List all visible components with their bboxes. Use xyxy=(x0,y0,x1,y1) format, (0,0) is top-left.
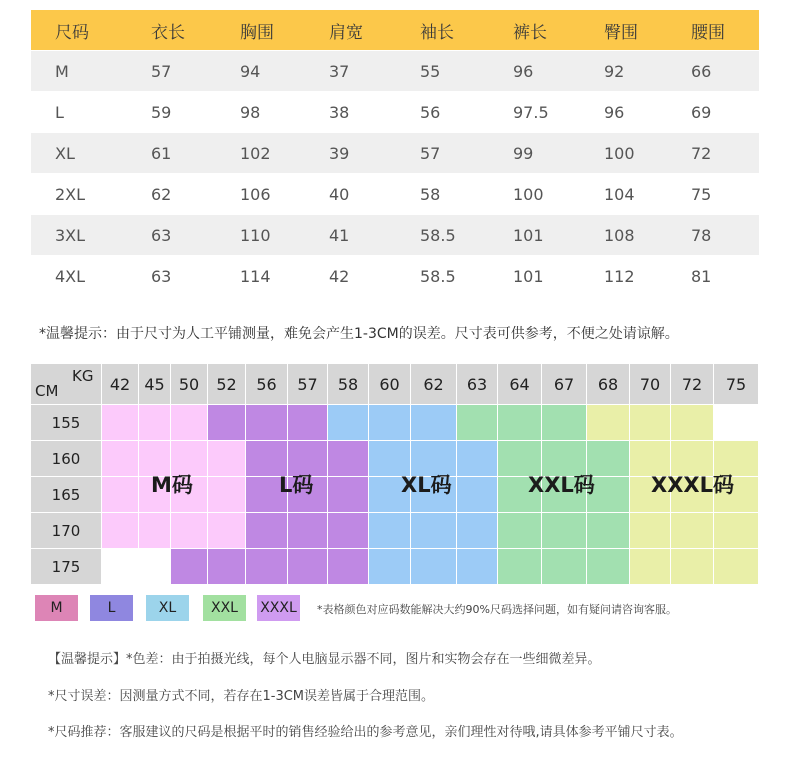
cm-header-cell: 165 xyxy=(31,476,101,512)
grid-cell xyxy=(670,548,713,584)
legend-item: XXXL xyxy=(257,595,300,621)
legend-item: M xyxy=(35,595,78,621)
grid-cell xyxy=(456,440,497,476)
kg-header-cell: 56 xyxy=(245,364,287,404)
grid-cell xyxy=(245,404,287,440)
size-cell: 101 xyxy=(513,266,544,286)
grid-cell xyxy=(456,476,497,512)
grid-cell xyxy=(207,548,245,584)
size-recommendation-grid xyxy=(31,364,758,586)
header-length: 衣长 xyxy=(151,22,185,43)
size-cell: 2XL xyxy=(55,184,86,204)
size-cell: 75 xyxy=(691,184,712,204)
grid-cell xyxy=(101,440,138,476)
legend-item: L xyxy=(90,595,133,621)
size-cell: 106 xyxy=(240,184,271,204)
grid-cell xyxy=(287,404,327,440)
size-cell: M xyxy=(55,61,69,81)
grid-cell xyxy=(541,404,586,440)
kg-header-cell: 64 xyxy=(497,364,541,404)
size-cell: 56 xyxy=(420,102,441,122)
size-cell: 57 xyxy=(420,143,441,163)
kg-header-cell: 75 xyxy=(713,364,758,404)
size-cell: L xyxy=(55,102,64,122)
grid-cell xyxy=(713,512,758,548)
grid-cell xyxy=(410,548,456,584)
size-cell: 59 xyxy=(151,102,172,122)
grid-cell xyxy=(586,512,629,548)
size-error-note: *尺寸误差：因测量方式不同，若存在1-3CM误差皆属于合理范围。 xyxy=(48,689,435,704)
size-cell: 42 xyxy=(329,266,350,286)
kg-header-cell: 67 xyxy=(541,364,586,404)
size-cell: 96 xyxy=(604,102,625,122)
grid-cell xyxy=(410,404,456,440)
grid-cell xyxy=(456,512,497,548)
grid-cell xyxy=(497,512,541,548)
size-cell: 100 xyxy=(604,143,635,163)
kg-header-cell: 70 xyxy=(629,364,670,404)
kg-header-cell: 42 xyxy=(101,364,138,404)
grid-cell xyxy=(327,548,368,584)
grid-cell xyxy=(170,512,207,548)
legend-item: XL xyxy=(146,595,189,621)
grid-cell xyxy=(327,476,368,512)
grid-cell xyxy=(101,512,138,548)
size-cell: 114 xyxy=(240,266,271,286)
grid-cell xyxy=(410,512,456,548)
kg-header-cell: 57 xyxy=(287,364,327,404)
grid-cell xyxy=(245,548,287,584)
grid-cell xyxy=(101,404,138,440)
size-cell: 98 xyxy=(240,102,261,122)
zone-label: L码 xyxy=(279,473,314,497)
grid-cell xyxy=(456,404,497,440)
kg-header-cell: 62 xyxy=(410,364,456,404)
cm-axis-label: CM xyxy=(35,382,59,400)
size-row xyxy=(31,92,759,132)
size-cell: 38 xyxy=(329,102,350,122)
grid-cell xyxy=(629,512,670,548)
size-cell: 92 xyxy=(604,61,625,81)
size-cell: 4XL xyxy=(55,266,86,286)
kg-axis-label: KG xyxy=(72,367,94,385)
header-pants-length: 裤长 xyxy=(513,22,547,43)
size-cell: 69 xyxy=(691,102,712,122)
size-recommend-note: *尺码推荐：客服建议的尺码是根据平时的销售经验给出的参考意见，亲们理性对待哦,请具体参考平铺尺寸表。 xyxy=(48,725,683,740)
size-cell: 37 xyxy=(329,61,350,81)
grid-cell xyxy=(138,512,170,548)
size-cell: 108 xyxy=(604,225,635,245)
zone-label: XL码 xyxy=(401,473,452,497)
grid-cell xyxy=(138,548,170,584)
size-cell: 78 xyxy=(691,225,712,245)
cm-header-cell: 160 xyxy=(31,440,101,476)
color-difference-note: 【温馨提示】*色差：由于拍摄光线，每个人电脑显示器不同，图片和实物会存在一些细微差异。 xyxy=(48,652,601,667)
grid-cell xyxy=(670,404,713,440)
size-cell: 63 xyxy=(151,225,172,245)
grid-cell xyxy=(541,548,586,584)
cm-header-cell: 155 xyxy=(31,404,101,440)
grid-cell xyxy=(245,512,287,548)
size-cell: 97.5 xyxy=(513,102,549,122)
grid-cell xyxy=(138,404,170,440)
grid-cell xyxy=(287,512,327,548)
grid-cell xyxy=(368,512,410,548)
kg-header-cell: 45 xyxy=(138,364,170,404)
grid-cell xyxy=(586,404,629,440)
zone-label: XXXL码 xyxy=(651,473,734,497)
size-cell: XL xyxy=(55,143,75,163)
size-cell: 55 xyxy=(420,61,441,81)
size-row xyxy=(31,133,759,173)
size-row xyxy=(31,215,759,255)
header-size: 尺码 xyxy=(55,22,89,43)
grid-cell xyxy=(207,404,245,440)
zone-label: XXL码 xyxy=(528,473,595,497)
size-cell: 40 xyxy=(329,184,350,204)
size-table-header xyxy=(31,10,759,50)
grid-cell xyxy=(207,440,245,476)
header-chest: 胸围 xyxy=(240,22,274,43)
grid-cell xyxy=(368,404,410,440)
grid-cell xyxy=(629,404,670,440)
kg-header-cell: 68 xyxy=(586,364,629,404)
cm-header-cell: 170 xyxy=(31,512,101,548)
grid-cell xyxy=(541,512,586,548)
legend-note: *表格颜色对应码数能解决大约90%尺码选择问题，如有疑问请咨询客服。 xyxy=(317,603,677,616)
size-cell: 102 xyxy=(240,143,271,163)
size-cell: 58.5 xyxy=(420,266,456,286)
grid-cell xyxy=(497,404,541,440)
grid-cell xyxy=(101,548,138,584)
size-cell: 104 xyxy=(604,184,635,204)
size-cell: 57 xyxy=(151,61,172,81)
grid-cell xyxy=(368,548,410,584)
grid-cell xyxy=(586,548,629,584)
size-cell: 94 xyxy=(240,61,261,81)
grid-cell xyxy=(456,548,497,584)
size-cell: 72 xyxy=(691,143,712,163)
size-row xyxy=(31,256,759,296)
kg-header-cell: 72 xyxy=(670,364,713,404)
size-cell: 61 xyxy=(151,143,172,163)
size-cell: 39 xyxy=(329,143,350,163)
size-cell: 66 xyxy=(691,61,712,81)
grid-corner xyxy=(31,364,101,404)
grid-cell xyxy=(101,476,138,512)
grid-cell xyxy=(497,548,541,584)
grid-cell xyxy=(207,476,245,512)
header-hip: 臀围 xyxy=(604,22,638,43)
grid-cell xyxy=(670,512,713,548)
grid-cell xyxy=(287,548,327,584)
grid-cell xyxy=(327,404,368,440)
size-cell: 58.5 xyxy=(420,225,456,245)
header-sleeve: 袖长 xyxy=(420,22,454,43)
grid-cell xyxy=(327,512,368,548)
kg-header-cell: 50 xyxy=(170,364,207,404)
grid-cell xyxy=(713,404,758,440)
kg-header-cell: 52 xyxy=(207,364,245,404)
size-cell: 58 xyxy=(420,184,441,204)
size-row xyxy=(31,174,759,214)
kg-header-cell: 63 xyxy=(456,364,497,404)
size-cell: 3XL xyxy=(55,225,86,245)
grid-cell xyxy=(327,440,368,476)
size-cell: 99 xyxy=(513,143,534,163)
measure-note: *温馨提示：由于尺寸为人工平铺测量，难免会产生1-3CM的误差。尺寸表可供参考，不便之处请谅解。 xyxy=(39,326,679,342)
size-cell: 96 xyxy=(513,61,534,81)
size-cell: 101 xyxy=(513,225,544,245)
size-cell: 100 xyxy=(513,184,544,204)
size-cell: 62 xyxy=(151,184,172,204)
cm-header-cell: 175 xyxy=(31,548,101,584)
grid-cell xyxy=(629,548,670,584)
size-cell: 41 xyxy=(329,225,350,245)
size-table xyxy=(31,10,759,296)
grid-cell xyxy=(207,512,245,548)
kg-header-cell: 60 xyxy=(368,364,410,404)
legend-item: XXL xyxy=(203,595,246,621)
zone-label: M码 xyxy=(151,473,193,497)
size-cell: 63 xyxy=(151,266,172,286)
size-cell: 81 xyxy=(691,266,712,286)
size-row xyxy=(31,51,759,91)
grid-cell xyxy=(713,548,758,584)
size-cell: 110 xyxy=(240,225,271,245)
kg-header-cell: 58 xyxy=(327,364,368,404)
header-waist: 腰围 xyxy=(691,22,725,43)
grid-cell xyxy=(170,548,207,584)
header-shoulder: 肩宽 xyxy=(329,22,363,43)
size-cell: 112 xyxy=(604,266,635,286)
grid-cell xyxy=(170,404,207,440)
